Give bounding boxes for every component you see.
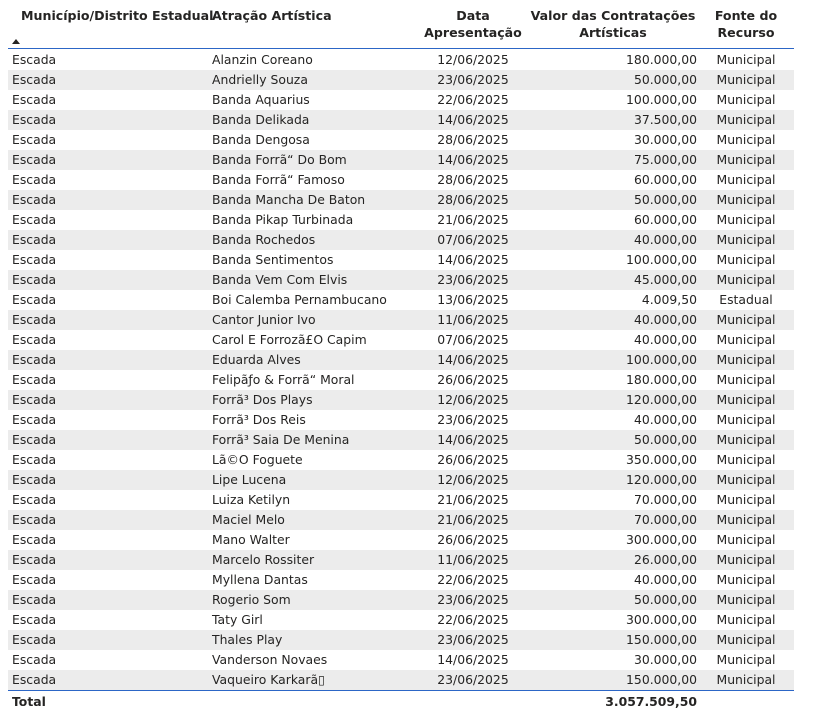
cell-municipio: Escada: [12, 552, 57, 567]
cell-data: 07/06/2025: [437, 232, 509, 247]
cell-fonte: Estadual: [719, 292, 773, 307]
table-row[interactable]: [8, 630, 794, 650]
cell-data: 28/06/2025: [437, 192, 509, 207]
table-header: [8, 0, 794, 49]
cell-atracao: Banda Mancha De Baton: [212, 192, 366, 207]
cell-atracao: Banda Pikap Turbinada: [212, 212, 354, 227]
cell-fonte: Municipal: [716, 332, 776, 347]
cell-fonte: Municipal: [716, 272, 776, 287]
cell-fonte: Municipal: [716, 572, 776, 587]
table-row[interactable]: [8, 330, 794, 350]
cell-fonte: Municipal: [716, 392, 776, 407]
cell-atracao: Mano Walter: [212, 532, 290, 547]
cell-atracao: Lipe Lucena: [212, 472, 287, 487]
column-header-data-line2: Apresentação: [424, 25, 522, 40]
table-row[interactable]: [8, 550, 794, 570]
cell-data: 12/06/2025: [437, 472, 509, 487]
cell-valor: 30.000,00: [633, 652, 697, 667]
cell-fonte: Municipal: [716, 472, 776, 487]
cell-fonte: Municipal: [716, 612, 776, 627]
cell-valor: 100.000,00: [626, 252, 697, 267]
cell-valor: 70.000,00: [633, 492, 697, 507]
table-row[interactable]: [8, 190, 794, 210]
table-row[interactable]: [8, 350, 794, 370]
cell-valor: 45.000,00: [633, 272, 697, 287]
table-row[interactable]: [8, 430, 794, 450]
cell-fonte: Municipal: [716, 432, 776, 447]
cell-municipio: Escada: [12, 72, 57, 87]
cell-atracao: Banda Aquarius: [212, 92, 310, 107]
cell-data: 26/06/2025: [437, 372, 509, 387]
cell-fonte: Municipal: [716, 132, 776, 147]
cell-fonte: Municipal: [716, 352, 776, 367]
table-row[interactable]: [8, 670, 794, 690]
cell-municipio: Escada: [12, 92, 57, 107]
cell-municipio: Escada: [12, 112, 57, 127]
table-row[interactable]: [8, 290, 794, 310]
column-header-valor-line1: Valor das Contratações: [530, 8, 696, 23]
cell-atracao: Felipãƒo & Forrã“ Moral: [212, 372, 355, 387]
cell-data: 22/06/2025: [437, 612, 509, 627]
cell-data: 14/06/2025: [437, 252, 509, 267]
cell-atracao: Banda Dengosa: [212, 132, 310, 147]
cell-atracao: Cantor Junior Ivo: [212, 312, 316, 327]
total-label: Total: [12, 694, 46, 709]
total-row: [8, 690, 794, 712]
table-row[interactable]: [8, 470, 794, 490]
column-header-fonte[interactable]: [706, 7, 786, 41]
cell-data: 23/06/2025: [437, 412, 509, 427]
cell-municipio: Escada: [12, 392, 57, 407]
cell-valor: 100.000,00: [626, 92, 697, 107]
cell-municipio: Escada: [12, 232, 57, 247]
cell-valor: 150.000,00: [626, 632, 697, 647]
cell-valor: 37.500,00: [633, 112, 697, 127]
cell-data: 23/06/2025: [437, 672, 509, 687]
cell-valor: 150.000,00: [626, 672, 697, 687]
column-header-fonte-line2: Recurso: [717, 25, 775, 40]
cell-fonte: Municipal: [716, 52, 776, 67]
cell-fonte: Municipal: [716, 552, 776, 567]
cell-atracao: Alanzin Coreano: [212, 52, 313, 67]
cell-municipio: Escada: [12, 672, 57, 687]
cell-valor: 50.000,00: [633, 72, 697, 87]
table-row[interactable]: [8, 210, 794, 230]
cell-municipio: Escada: [12, 512, 57, 527]
cell-atracao: Forrã³ Dos Reis: [212, 412, 306, 427]
cell-fonte: Municipal: [716, 92, 776, 107]
cell-municipio: Escada: [12, 592, 57, 607]
table-row[interactable]: [8, 450, 794, 470]
cell-valor: 180.000,00: [626, 52, 697, 67]
cell-data: 14/06/2025: [437, 432, 509, 447]
cell-fonte: Municipal: [716, 592, 776, 607]
cell-fonte: Municipal: [716, 212, 776, 227]
cell-data: 28/06/2025: [437, 172, 509, 187]
table-row[interactable]: [8, 510, 794, 530]
cell-data: 23/06/2025: [437, 272, 509, 287]
cell-fonte: Municipal: [716, 372, 776, 387]
table-row[interactable]: [8, 150, 794, 170]
cell-fonte: Municipal: [716, 412, 776, 427]
column-header-fonte-line1: Fonte do: [714, 8, 778, 23]
cell-data: 12/06/2025: [437, 52, 509, 67]
cell-atracao: Banda Rochedos: [212, 232, 316, 247]
table-row[interactable]: [8, 490, 794, 510]
cell-data: 14/06/2025: [437, 152, 509, 167]
cell-data: 26/06/2025: [437, 452, 509, 467]
cell-municipio: Escada: [12, 272, 57, 287]
table-row[interactable]: [8, 50, 794, 70]
table-row[interactable]: [8, 370, 794, 390]
cell-data: 14/06/2025: [437, 352, 509, 367]
cell-valor: 4.009,50: [641, 292, 697, 307]
cell-atracao: Forrã³ Saia De Menina: [212, 432, 350, 447]
cell-municipio: Escada: [12, 372, 57, 387]
cell-atracao: Andrielly Souza: [212, 72, 308, 87]
cell-fonte: Municipal: [716, 72, 776, 87]
cell-municipio: Escada: [12, 292, 57, 307]
cell-municipio: Escada: [12, 132, 57, 147]
table-row[interactable]: [8, 310, 794, 330]
cell-atracao: Banda Forrã“ Famoso: [212, 172, 345, 187]
cell-municipio: Escada: [12, 352, 57, 367]
cell-atracao: Lã©O Foguete: [212, 452, 303, 467]
cell-fonte: Municipal: [716, 532, 776, 547]
cell-atracao: Rogerio Som: [212, 592, 291, 607]
cell-fonte: Municipal: [716, 492, 776, 507]
cell-atracao: Boi Calemba Pernambucano: [212, 292, 387, 307]
cell-data: 12/06/2025: [437, 392, 509, 407]
cell-atracao: Vaqueiro Karkarã▯: [212, 672, 325, 687]
cell-municipio: Escada: [12, 332, 57, 347]
cell-data: 21/06/2025: [437, 512, 509, 527]
table-row[interactable]: [8, 390, 794, 410]
cell-valor: 26.000,00: [633, 552, 697, 567]
cell-valor: 120.000,00: [626, 392, 697, 407]
cell-fonte: Municipal: [716, 672, 776, 687]
cell-atracao: Banda Forrã“ Do Bom: [212, 152, 347, 167]
cell-valor: 300.000,00: [626, 532, 697, 547]
table-row[interactable]: [8, 270, 794, 290]
table-row[interactable]: [8, 90, 794, 110]
table-row[interactable]: [8, 610, 794, 630]
cell-data: 22/06/2025: [437, 572, 509, 587]
cell-valor: 40.000,00: [633, 232, 697, 247]
cell-municipio: Escada: [12, 152, 57, 167]
column-header-atracao[interactable]: Atração Artística: [212, 8, 332, 23]
cell-atracao: Luiza Ketilyn: [212, 492, 291, 507]
cell-municipio: Escada: [12, 412, 57, 427]
cell-fonte: Municipal: [716, 232, 776, 247]
cell-valor: 180.000,00: [626, 372, 697, 387]
cell-data: 11/06/2025: [437, 312, 509, 327]
cell-atracao: Maciel Melo: [212, 512, 285, 527]
sort-ascending-icon[interactable]: [12, 39, 20, 44]
cell-valor: 50.000,00: [633, 592, 697, 607]
cell-fonte: Municipal: [716, 152, 776, 167]
cell-atracao: Myllena Dantas: [212, 572, 308, 587]
cell-fonte: Municipal: [716, 452, 776, 467]
cell-valor: 40.000,00: [633, 412, 697, 427]
table-row[interactable]: [8, 590, 794, 610]
column-header-data-line1: Data: [456, 8, 490, 23]
cell-atracao: Forrã³ Dos Plays: [212, 392, 313, 407]
cell-atracao: Eduarda Alves: [212, 352, 301, 367]
cell-valor: 100.000,00: [626, 352, 697, 367]
cell-data: 11/06/2025: [437, 552, 509, 567]
cell-data: 22/06/2025: [437, 92, 509, 107]
column-header-valor-line2: Artísticas: [579, 25, 647, 40]
cell-municipio: Escada: [12, 532, 57, 547]
table-row[interactable]: [8, 410, 794, 430]
cell-municipio: Escada: [12, 312, 57, 327]
cell-municipio: Escada: [12, 652, 57, 667]
cell-atracao: Banda Sentimentos: [212, 252, 334, 267]
cell-valor: 75.000,00: [633, 152, 697, 167]
table-row[interactable]: [8, 170, 794, 190]
table-row[interactable]: [8, 530, 794, 550]
cell-data: 23/06/2025: [437, 72, 509, 87]
table-row[interactable]: [8, 650, 794, 670]
cell-valor: 50.000,00: [633, 432, 697, 447]
table-visual: [8, 0, 794, 712]
cell-data: 14/06/2025: [437, 652, 509, 667]
cell-valor: 30.000,00: [633, 132, 697, 147]
cell-data: 28/06/2025: [437, 132, 509, 147]
cell-valor: 40.000,00: [633, 572, 697, 587]
cell-valor: 120.000,00: [626, 472, 697, 487]
table-row[interactable]: [8, 70, 794, 90]
cell-data: 21/06/2025: [437, 492, 509, 507]
cell-municipio: Escada: [12, 252, 57, 267]
cell-atracao: Taty Girl: [212, 612, 263, 627]
total-value: 3.057.509,50: [605, 694, 697, 709]
cell-fonte: Municipal: [716, 112, 776, 127]
table-row[interactable]: [8, 250, 794, 270]
cell-municipio: Escada: [12, 572, 57, 587]
cell-atracao: Carol E Forrozã£O Capim: [212, 332, 367, 347]
cell-valor: 350.000,00: [626, 452, 697, 467]
table-row[interactable]: [8, 130, 794, 150]
cell-municipio: Escada: [12, 172, 57, 187]
cell-fonte: Municipal: [716, 312, 776, 327]
cell-municipio: Escada: [12, 452, 57, 467]
cell-fonte: Municipal: [716, 512, 776, 527]
cell-municipio: Escada: [12, 432, 57, 447]
cell-atracao: Banda Vem Com Elvis: [212, 272, 348, 287]
cell-municipio: Escada: [12, 52, 57, 67]
cell-fonte: Municipal: [716, 632, 776, 647]
cell-municipio: Escada: [12, 192, 57, 207]
cell-valor: 300.000,00: [626, 612, 697, 627]
cell-valor: 50.000,00: [633, 192, 697, 207]
cell-valor: 60.000,00: [633, 212, 697, 227]
cell-atracao: Banda Delikada: [212, 112, 310, 127]
table-body: [8, 50, 794, 690]
cell-municipio: Escada: [12, 212, 57, 227]
column-header-municipio[interactable]: Município/Distrito Estadual: [21, 8, 214, 23]
cell-valor: 40.000,00: [633, 312, 697, 327]
cell-municipio: Escada: [12, 632, 57, 647]
cell-data: 07/06/2025: [437, 332, 509, 347]
column-header-valor[interactable]: [524, 7, 702, 41]
table-row[interactable]: [8, 110, 794, 130]
cell-valor: 60.000,00: [633, 172, 697, 187]
cell-data: 23/06/2025: [437, 592, 509, 607]
cell-atracao: Marcelo Rossiter: [212, 552, 315, 567]
table-row[interactable]: [8, 570, 794, 590]
cell-fonte: Municipal: [716, 252, 776, 267]
cell-municipio: Escada: [12, 492, 57, 507]
cell-data: 23/06/2025: [437, 632, 509, 647]
cell-atracao: Vanderson Novaes: [212, 652, 328, 667]
cell-data: 14/06/2025: [437, 112, 509, 127]
cell-atracao: Thales Play: [212, 632, 283, 647]
cell-fonte: Municipal: [716, 192, 776, 207]
cell-fonte: Municipal: [716, 172, 776, 187]
cell-data: 21/06/2025: [437, 212, 509, 227]
cell-fonte: Municipal: [716, 652, 776, 667]
column-header-data[interactable]: [412, 7, 534, 41]
cell-valor: 70.000,00: [633, 512, 697, 527]
cell-data: 26/06/2025: [437, 532, 509, 547]
table-row[interactable]: [8, 230, 794, 250]
cell-municipio: Escada: [12, 612, 57, 627]
cell-valor: 40.000,00: [633, 332, 697, 347]
cell-municipio: Escada: [12, 472, 57, 487]
cell-data: 13/06/2025: [437, 292, 509, 307]
